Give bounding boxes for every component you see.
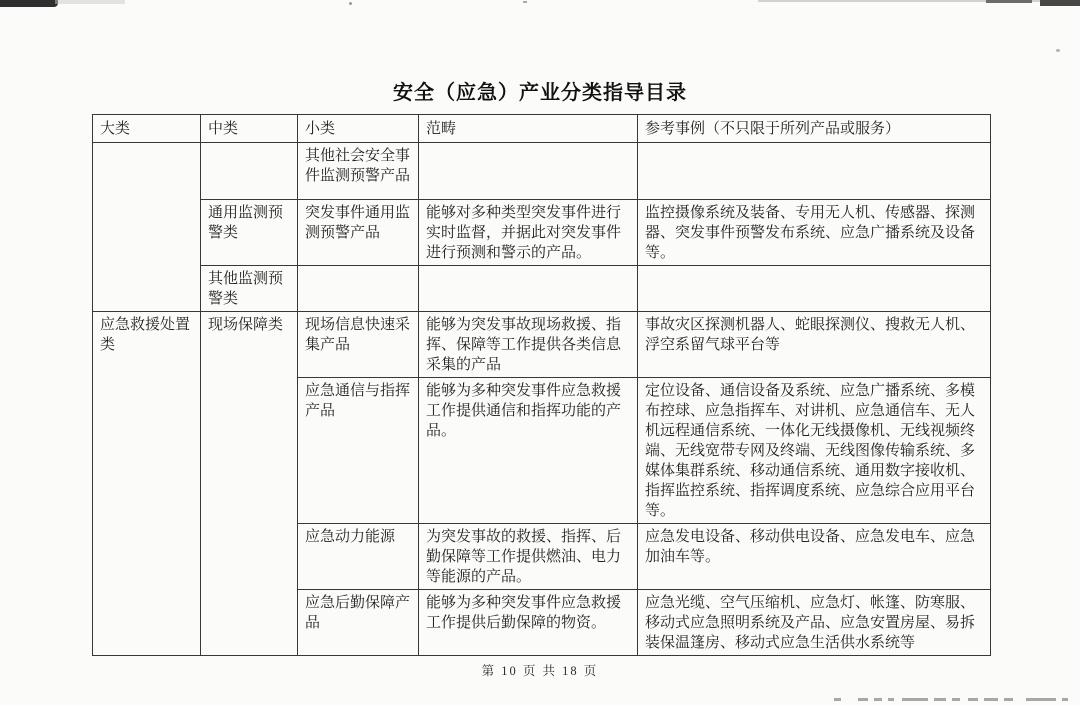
cell-major-continued: [93, 143, 201, 312]
cell-minor: 应急后勤保障产品: [298, 590, 419, 656]
cell-minor: 应急动力能源: [298, 524, 419, 590]
cell-scope: 为突发事故的救援、指挥、后勤保障等工作提供燃油、电力等能源的产品。: [419, 524, 638, 590]
page-title: 安全（应急）产业分类指导目录: [393, 82, 687, 104]
cell-scope: 能够对多种类型突发事件进行实时监督，并据此对突发事件进行预测和警示的产品。: [419, 200, 638, 266]
scan-artifact-top-right-2: [1040, 0, 1080, 6]
table-row: [93, 143, 991, 200]
cell-scope: 能够为多种突发事件应急救援工作提供后勤保障的物资。: [419, 590, 638, 656]
scan-artifact-top-right: [986, 0, 1032, 3]
page-number: 第 10 页 共 18 页: [481, 664, 599, 678]
cell-examples: 事故灾区探测机器人、蛇眼探测仪、搜救无人机、浮空系留气球平台等: [638, 312, 991, 378]
classification-table: [92, 114, 991, 656]
cell-middle: [201, 143, 298, 200]
scan-speck: [349, 2, 352, 5]
cell-scope: [419, 266, 638, 312]
table-row: [93, 266, 991, 312]
table-header-row: [93, 115, 991, 143]
cell-examples: 监控摄像系统及装备、专用无人机、传感器、探测器、突发事件预警发布系统、应急广播系统及设备等。: [638, 200, 991, 266]
cell-scope: 能够为突发事故现场救援、指挥、保障等工作提供各类信息采集的产品: [419, 312, 638, 378]
cell-minor: 应急通信与指挥产品: [298, 378, 419, 524]
cell-examples: 应急发电设备、移动供电设备、应急发电车、应急加油车等。: [638, 524, 991, 590]
header-minor: 小类: [298, 115, 419, 143]
cell-minor: 其他社会安全事件监测预警产品: [298, 143, 419, 200]
cell-examples: 定位设备、通信设备及系统、应急广播系统、多模布控球、应急指挥车、对讲机、应急通信车、无人机远程通信系统、一体化无线摄像机、无线视频终端、无线宽带专网及终端、无线图像传输系统、多媒体集群系统、移动通信系统、通用数字接收机、指挥监控系统、指挥调度系统、应急综合应用平台等。: [638, 378, 991, 524]
cell-middle: 现场保障类: [201, 312, 298, 656]
cell-major: 应急救援处置类: [93, 312, 201, 656]
header-scope: 范畴: [419, 115, 638, 143]
cell-examples: [638, 143, 991, 200]
scan-speck: [523, 1, 527, 3]
header-major: 大类: [93, 115, 201, 143]
scan-artifact-top-left: [0, 0, 58, 7]
table-row: [93, 200, 991, 266]
cell-middle: 通用监测预警类: [201, 200, 298, 266]
header-examples: 参考事例（不只限于所列产品或服务）: [638, 115, 991, 143]
cell-scope: [419, 143, 638, 200]
scan-artifact-bottom-right: [830, 694, 1080, 705]
cell-examples: [638, 266, 991, 312]
cell-minor: 突发事件通用监测预警产品: [298, 200, 419, 266]
scan-speck: [1056, 49, 1060, 52]
cell-examples: 应急光缆、空气压缩机、应急灯、帐篷、防寒服、移动式应急照明系统及产品、应急安置房屋、易拆装保温篷房、移动式应急生活供水系统等: [638, 590, 991, 656]
cell-minor: [298, 266, 419, 312]
cell-minor: 现场信息快速采集产品: [298, 312, 419, 378]
table-row: [93, 312, 991, 378]
cell-scope: 能够为多种突发事件应急救援工作提供通信和指挥功能的产品。: [419, 378, 638, 524]
header-middle: 中类: [201, 115, 298, 143]
scan-artifact-top-streak: [758, 0, 1080, 2]
cell-middle: 其他监测预警类: [201, 266, 298, 312]
scan-artifact-top-left-2: [55, 0, 125, 4]
